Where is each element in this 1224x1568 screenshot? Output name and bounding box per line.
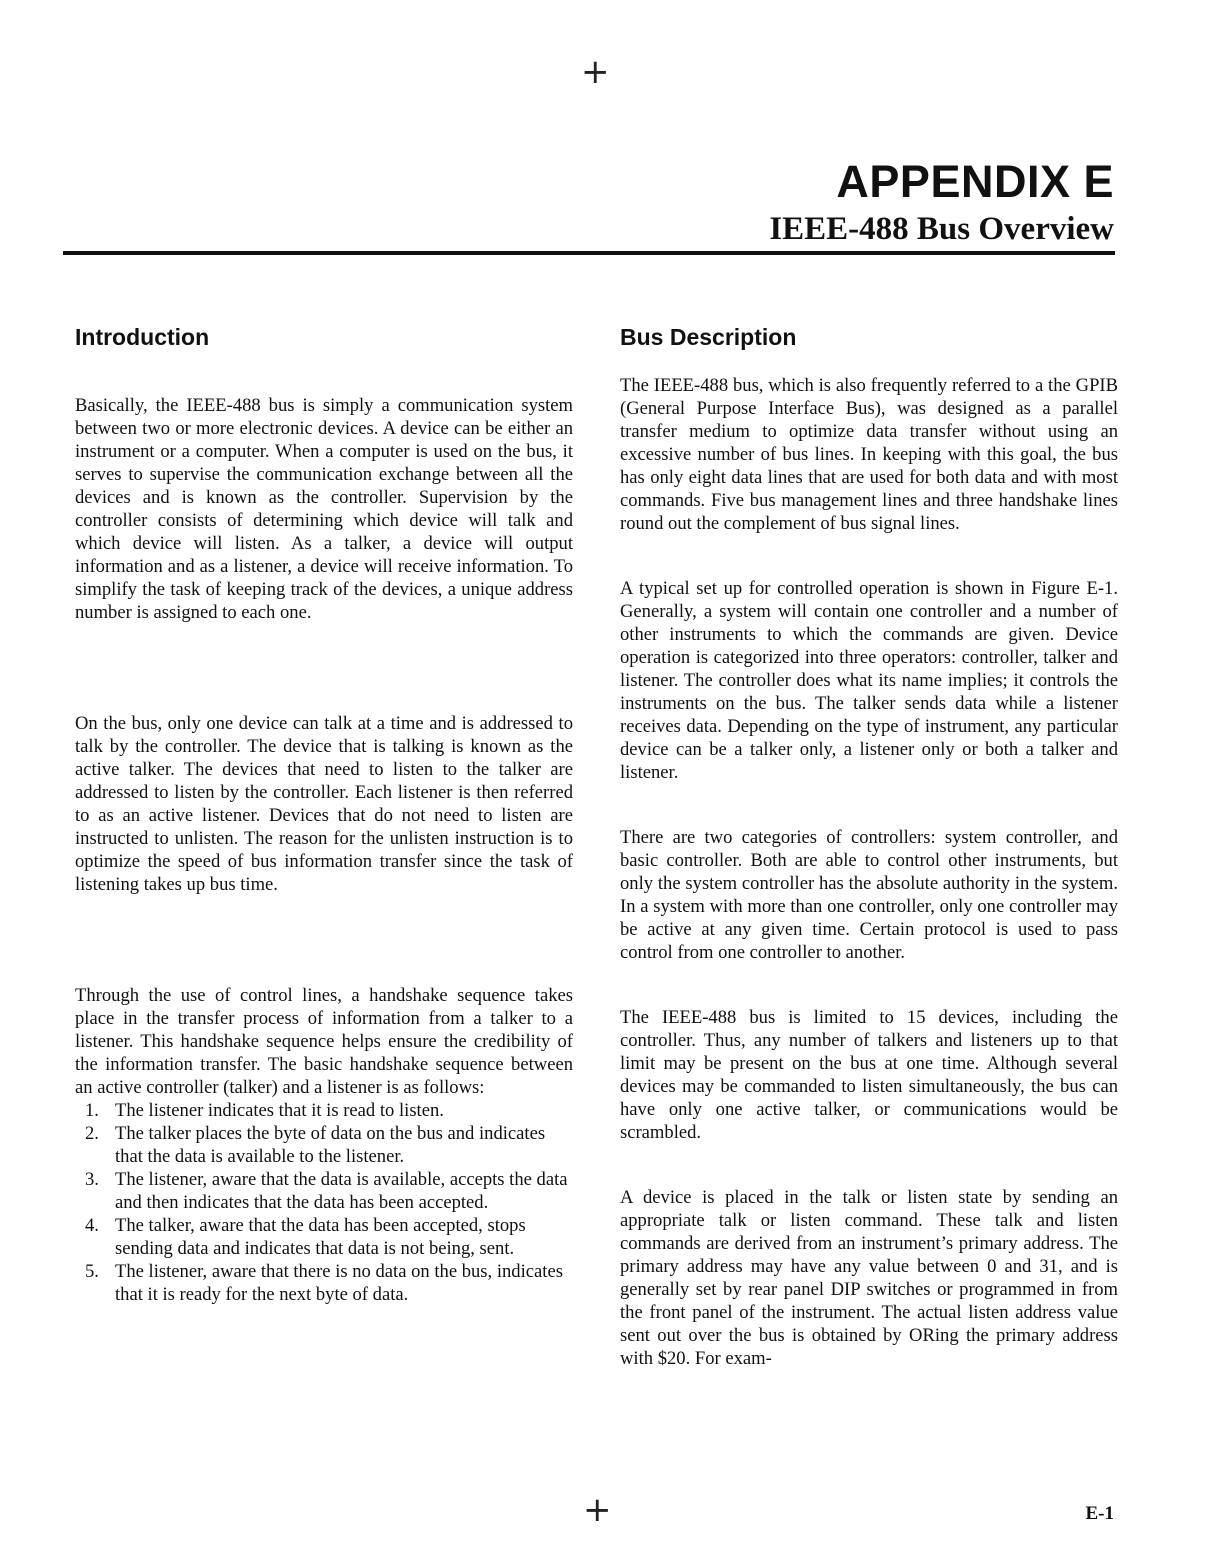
- list-item: [75, 1260, 573, 1306]
- list-item-text: The talker, aware that the data has been accepted, stops sending data and indicates that data is not being, sent.: [115, 1215, 526, 1259]
- registration-mark-top: +: [581, 52, 610, 92]
- paragraph: The IEEE-488 bus, which is also frequently referred to a the GPIB (General Purpose Interface Bus), was designed as a parallel transfer medium to optimize data transfer without using an excessive number of bus lines. In keeping with this goal, the bus has only eight data lines that are used for both data and with most commands. Five bus management lines and three handshake lines round out the complement of bus signal lines.: [620, 375, 1118, 534]
- list-item-number: 2.: [85, 1123, 99, 1144]
- list-item-number: 3.: [85, 1169, 99, 1190]
- page-number: E-1: [1085, 1503, 1114, 1524]
- section-heading-bus-description: Bus Description: [620, 324, 797, 350]
- handshake-steps-list: [75, 1099, 573, 1306]
- appendix-title: APPENDIX E: [836, 156, 1114, 207]
- section-heading-introduction: Introduction: [75, 324, 210, 350]
- right-column: [620, 322, 1118, 1370]
- list-item: [75, 1122, 573, 1168]
- list-item: [75, 1099, 573, 1122]
- left-column: [75, 322, 573, 1306]
- list-item-text: The talker places the byte of data on the bus and indicates that the data is available to the listener.: [115, 1123, 546, 1167]
- list-item-number: 1.: [85, 1100, 99, 1121]
- list-item: [75, 1168, 573, 1214]
- title-rule: [63, 251, 1115, 255]
- registration-mark-bottom: +: [583, 1490, 612, 1530]
- list-item-text: The listener indicates that it is read to listen.: [115, 1100, 444, 1121]
- list-item-text: The listener, aware that the data is available, accepts the data and then indicates that the data has been accepted.: [115, 1169, 568, 1213]
- paragraph: There are two categories of controllers: system controller, and basic controller. Both are able to control other instruments, but only the system controller has the absolute authority in the system. In a system with more than one controller, only one controller may be active at any given time. Certain protocol is used to pass control from one controller to another.: [620, 827, 1118, 963]
- paragraph: The IEEE-488 bus is limited to 15 devices, including the controller. Thus, any number of talkers and listeners up to that limit may be present on the bus at one time. Although several devices may be commanded to listen simultaneously, the bus can have only one active talker, or communications would be scrambled.: [620, 1007, 1118, 1143]
- list-item-number: 5.: [85, 1261, 99, 1282]
- paragraph: On the bus, only one device can talk at a time and is addressed to talk by the controller. The device that is talking is known as the active talker. The devices that need to listen to the talker are addressed to listen by the controller. Each listener is then referred to as an active listener. Devices that do not need to listen are instructed to unlisten. The reason for the unlisten instruction is to optimize the speed of bus information transfer since the task of listening takes up bus time.: [75, 713, 573, 895]
- list-item-text: The listener, aware that there is no data on the bus, indicates that it is ready for the next byte of data.: [115, 1261, 563, 1305]
- paragraph: Basically, the IEEE-488 bus is simply a communication system between two or more electronic devices. A device can be either an instrument or a computer. When a computer is used on the bus, it serves to supervise the communication exchange between all the devices and is known as the controller. Supervision by the controller consists of determining which device will talk and which device will listen. As a talker, a device will output information and as a listener, a device will receive information. To simplify the task of keeping track of the devices, a unique address number is assigned to each one.: [75, 395, 573, 623]
- list-item-number: 4.: [85, 1215, 99, 1236]
- paragraph: A typical set up for controlled operation is shown in Figure E-1. Generally, a system will contain one controller and a number of other instruments to which the commands are given. Device operation is categorized into three operators: controller, talker and listener. The controller does what its name implies; it controls the instruments on the bus. The talker sends data while a listener receives data. Depending on the type of instrument, any particular device can be a talker only, a listener only or both a talker and listener.: [620, 578, 1118, 783]
- list-item: [75, 1214, 573, 1260]
- paragraph: Through the use of control lines, a handshake sequence takes place in the transfer process of information from a talker to a listener. This handshake sequence helps ensure the credibility of the information transfer. The basic handshake sequence between an active controller (talker) and a listener is as follows:: [75, 985, 573, 1098]
- paragraph: A device is placed in the talk or listen state by sending an appropriate talk or listen command. These talk and listen commands are derived from an instrument’s primary address. The primary address may have any value between 0 and 31, and is generally set by rear panel DIP switches or programmed in from the front panel of the instrument. The actual listen address value sent out over the bus is obtained by ORing the primary address with $20. For exam-: [620, 1187, 1118, 1369]
- appendix-subtitle: IEEE-488 Bus Overview: [769, 211, 1114, 247]
